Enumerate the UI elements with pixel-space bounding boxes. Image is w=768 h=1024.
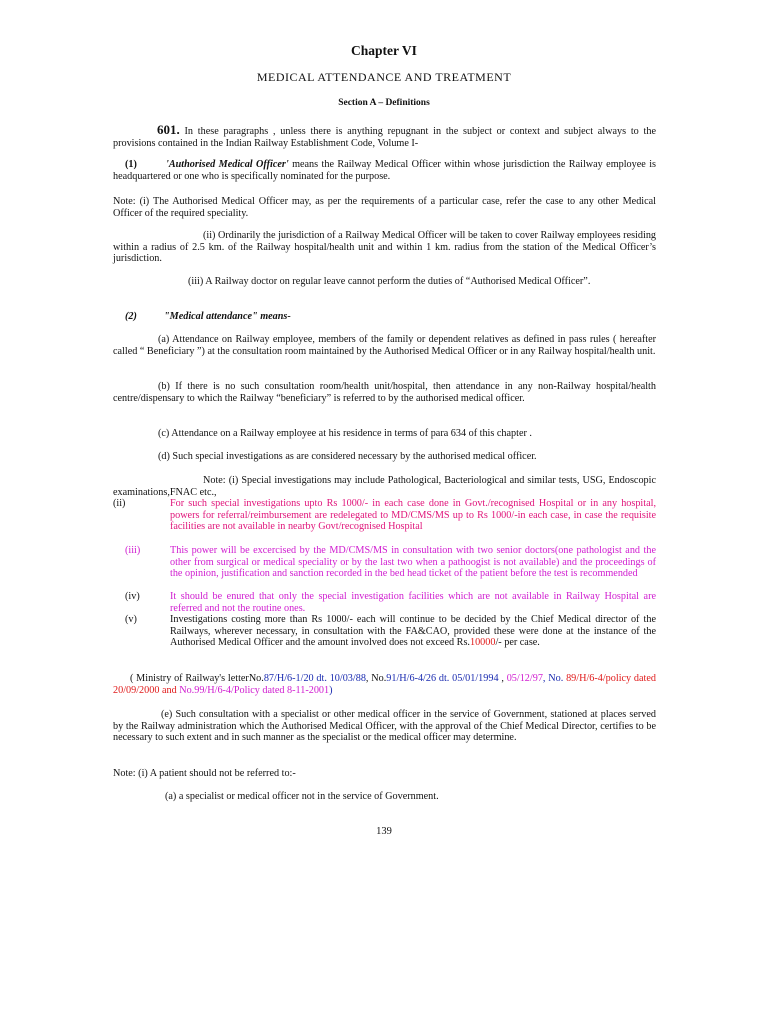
chapter-heading: Chapter VI xyxy=(351,43,417,58)
item-text-after: /- per case. xyxy=(495,637,540,649)
note-2-item-iii xyxy=(113,545,656,591)
item-text-before: Investigations costing more than Rs 1000/- each will continue to be decided by the Chief Medical director of the Railways, wherever necessary, in consultation with the FA&CAO, provided these were done at the instance of the Authorised Medical Officer and the amount involved does not exceed Rs. xyxy=(170,614,656,649)
citation-ref-3: 05/12/97 xyxy=(506,673,543,684)
definition-2-b: (b) If there is no such consultation room/health unit/hospital, then attendance in any non-Railway hospital/health centre/dispensary to which the Railway “beneficiary” is referred to by the authorised medical officer. xyxy=(113,381,656,404)
item-text: For such special investigations upto Rs 1000/- in each case done in Govt./recognised Hospital or in any hospital, powers for referral/reimbursement are redelegated to MD/CMS/MS up to Rs 1000/-in each case, in case the requisite facilities are not available in nearby Govt/recognised Hospital xyxy=(170,498,656,533)
note-2-item-ii xyxy=(113,498,656,544)
citation-ref-2: 91/H/6-4/26 dt. 05/01/1994 xyxy=(386,673,499,684)
item-label: (iii) xyxy=(125,545,141,556)
definition-1-text: means the Railway Medical Officer within whose jurisdiction the Railway employee is headquartered or one who is specifically nominated for the purpose. xyxy=(113,159,656,182)
note-2-i: Note: (i) Special investigations may include Pathological, Bacteriological and similar tests, USG, Endoscopic examinations,FNAC etc., xyxy=(113,475,656,498)
citation-text: ( Ministry of Railway's letterNo. xyxy=(130,673,264,684)
note-2-item-iv xyxy=(113,591,656,615)
definition-2-c: (c) Attendance on a Railway employee at his residence in terms of para 634 of this chapter . xyxy=(158,428,532,439)
item-label: (iv) xyxy=(125,591,140,602)
citation-text: and xyxy=(159,684,180,696)
citation-ref-5: No.99/H/6-4/Policy dated 8-11-2001 xyxy=(179,684,330,696)
definition-1-term: 'Authorised Medical Officer' xyxy=(166,159,289,170)
paragraph-number: 601. xyxy=(157,122,180,137)
note-1-iii: (iii) A Railway doctor on regular leave cannot perform the duties of “Authorised Medical Officer”. xyxy=(188,276,591,287)
definition-2-a: (a) Attendance on Railway employee, members of the family or dependent relatives as defined in pass rules ( hereafter called “ Beneficiary ”) at the consultation room maintained by the Authorised Medical Officer or in any Railway hospital/health unit. xyxy=(113,334,656,357)
amount-value: 10000 xyxy=(469,637,496,649)
definition-1 xyxy=(113,159,656,182)
item-text xyxy=(170,614,656,649)
definition-2-e: (e) Such consultation with a specialist or other medical officer in the service of Government, stationed at places served by the Railway administration which the Authorised Medical Officer, with the approval of the Chief Medical Director, certifies to be necessary to such extent and in such manner as the specialist or the medical officer may determine. xyxy=(113,709,656,744)
citation-text: ) xyxy=(329,684,333,696)
item-text: This power will be excercised by the MD/CMS/MS in consultation with two senior doctors(one pathologist and the other from surgical or medical speciality or by the last two when a pathoogist is not available) and the proceedings of the opinion, justification and sanction recorded in the bed head ticket of the patient before the test is recommended xyxy=(170,545,656,580)
item-label: (v) xyxy=(125,614,137,625)
definition-2-d: (d) Such special investigations as are considered necessary by the authorised medical officer. xyxy=(158,451,537,462)
ministry-citation xyxy=(113,673,656,696)
definition-1-label: (1) xyxy=(125,159,137,170)
chapter-title: MEDICAL ATTENDANCE AND TREATMENT xyxy=(256,70,512,84)
citation-text: , xyxy=(498,673,507,684)
definition-2 xyxy=(113,311,656,323)
note-1-i: Note: (i) The Authorised Medical Officer may, as per the requirements of a particular case, refer the case to any other Medical Officer of the required speciality. xyxy=(113,196,656,219)
definition-2-label: (2) xyxy=(125,311,137,322)
note-2-item-v xyxy=(113,614,656,662)
page-number: 139 xyxy=(376,826,392,837)
citation-text: , No. xyxy=(365,673,387,684)
note-1-ii: (ii) Ordinarily the jurisdiction of a Railway Medical Officer will be taken to cover Railway employees residing within a radius of 2.5 km. of the Railway hospital/health unit and within 1 km. radius from the station of the Medical Officer’s jurisdiction. xyxy=(113,230,656,265)
citation-ref-1: 87/H/6-1/20 dt. 10/03/88 xyxy=(263,673,366,684)
paragraph-601-text: In these paragraphs , unless there is anything repugnant in the subject or context and subject always to the provisions contained in the Indian Railway Establishment Code, Volume I- xyxy=(113,126,656,149)
paragraph-601 xyxy=(113,124,656,149)
citation-ref-4: 89/H/6-4/policy dated 20/09/2000 xyxy=(113,673,656,696)
section-heading: Section A – Definitions xyxy=(338,98,430,108)
citation-text: , No. xyxy=(542,673,567,684)
item-text: It should be enured that only the special investigation facilities which are not available in Railway Hospital are referred and not the routine ones. xyxy=(170,591,656,614)
note-3-heading: Note: (i) A patient should not be referred to:- xyxy=(113,768,296,779)
definition-2-term: "Medical attendance" means- xyxy=(164,311,291,322)
note-3-a: (a) a specialist or medical officer not in the service of Government. xyxy=(165,791,439,802)
item-label: (ii) xyxy=(113,498,126,509)
